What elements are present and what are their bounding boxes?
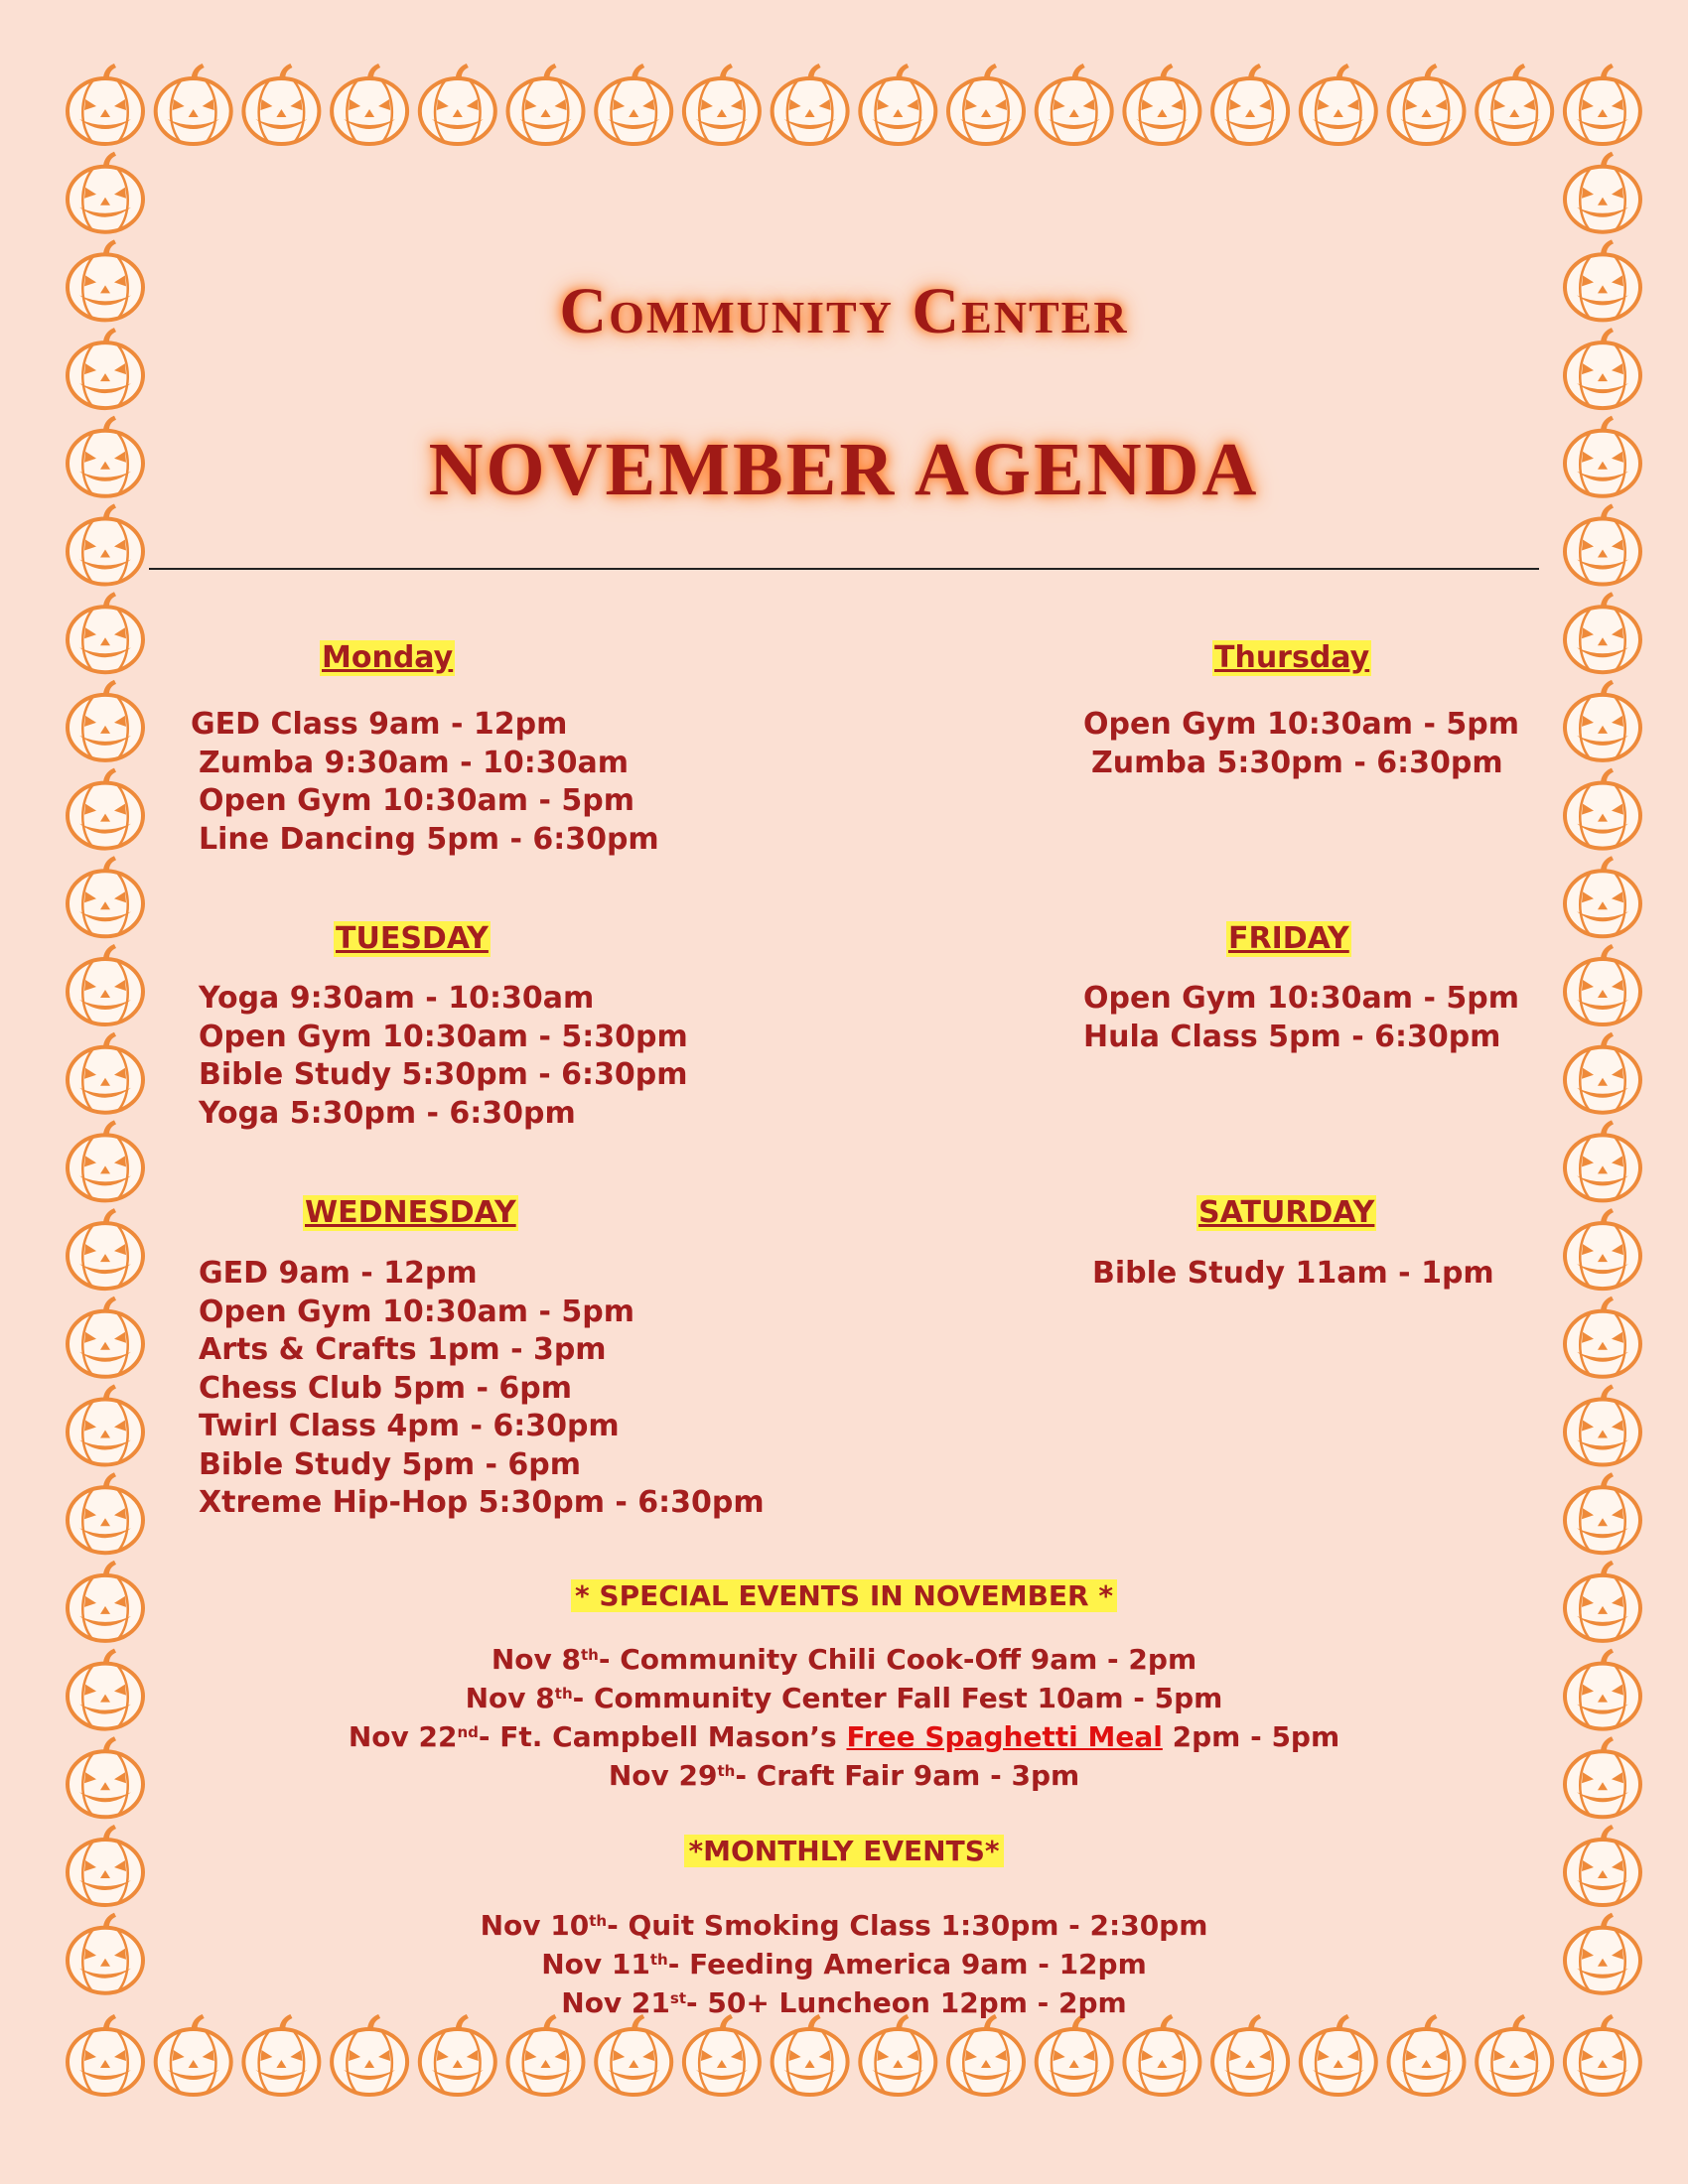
- jack-o-lantern-icon: [68, 856, 143, 936]
- special-events-heading: [0, 1578, 1688, 1613]
- jack-o-lantern-icon: [1389, 64, 1465, 144]
- jack-o-lantern-icon: [1565, 1208, 1640, 1289]
- jack-o-lantern-icon: [684, 64, 760, 144]
- saturday-schedule: [1092, 1255, 1494, 1294]
- divider: [149, 568, 1539, 570]
- schedule-item: Yoga 5:30pm - 6:30pm: [199, 1095, 576, 1131]
- jack-o-lantern-icon: [1565, 504, 1640, 585]
- jack-o-lantern-icon: [948, 2014, 1024, 2095]
- jack-o-lantern-icon: [1565, 2014, 1640, 2095]
- jack-o-lantern-icon: [948, 64, 1024, 144]
- schedule-item: Open Gym 10:30am - 5pm: [1083, 981, 1519, 1016]
- jack-o-lantern-icon: [1565, 64, 1640, 144]
- schedule-item: Open Gym 10:30am - 5pm: [199, 1294, 634, 1329]
- day-heading-friday: FRIDAY: [1228, 921, 1349, 956]
- jack-o-lantern-icon: [68, 1208, 143, 1289]
- day-heading-monday: Monday: [322, 640, 454, 675]
- event-item: Nov 29th- Craft Fair 9am - 3pm: [608, 1759, 1080, 1792]
- jack-o-lantern-icon: [68, 1297, 143, 1377]
- event-item: Nov 8th- Community Center Fall Fest 10am - 5pm: [465, 1682, 1223, 1714]
- schedule-item: Hula Class 5pm - 6:30pm: [1083, 1019, 1501, 1054]
- jack-o-lantern-icon: [68, 944, 143, 1024]
- jack-o-lantern-icon: [1565, 1385, 1640, 1465]
- jack-o-lantern-icon: [1565, 768, 1640, 849]
- jack-o-lantern-icon: [68, 1472, 143, 1553]
- jack-o-lantern-icon: [243, 2014, 319, 2095]
- schedule-item: Yoga 9:30am - 10:30am: [199, 981, 595, 1016]
- monthly-events-heading-text: *MONTHLY EVENTS*: [684, 1835, 1003, 1867]
- schedule-item: Bible Study 5pm - 6pm: [199, 1446, 582, 1482]
- jack-o-lantern-icon: [1565, 680, 1640, 760]
- day-heading-saturday: SATURDAY: [1198, 1195, 1375, 1230]
- event-item: Nov 22nd- Ft. Campbell Mason’s Free Spaghetti Meal 2pm - 5pm: [348, 1720, 1340, 1753]
- jack-o-lantern-icon: [596, 2014, 671, 2095]
- jack-o-lantern-icon: [596, 64, 671, 144]
- schedule-item: Line Dancing 5pm - 6:30pm: [199, 821, 659, 857]
- schedule-item: Open Gym 10:30am - 5pm: [199, 783, 634, 818]
- day-heading-tuesday: TUESDAY: [336, 921, 489, 956]
- jack-o-lantern-icon: [1301, 2014, 1376, 2095]
- jack-o-lantern-icon: [1301, 64, 1376, 144]
- schedule-item: Xtreme Hip-Hop 5:30pm - 6:30pm: [199, 1485, 765, 1520]
- page-subtitle: NOVEMBER AGENDA: [428, 428, 1260, 511]
- friday-schedule: [1083, 980, 1519, 1056]
- schedule-item: Zumba 5:30pm - 6:30pm: [1091, 745, 1503, 780]
- jack-o-lantern-icon: [68, 64, 143, 144]
- jack-o-lantern-icon: [1565, 944, 1640, 1024]
- jack-o-lantern-icon: [1477, 2014, 1552, 2095]
- jack-o-lantern-icon: [1389, 2014, 1465, 2095]
- jack-o-lantern-icon: [243, 64, 319, 144]
- jack-o-lantern-icon: [508, 2014, 584, 2095]
- jack-o-lantern-icon: [332, 2014, 407, 2095]
- jack-o-lantern-icon: [156, 64, 231, 144]
- event-item: Nov 8th- Community Chili Cook-Off 9am - 2pm: [491, 1643, 1197, 1676]
- schedule-item: Chess Club 5pm - 6pm: [199, 1370, 573, 1406]
- schedule-item: Bible Study 11am - 1pm: [1092, 1256, 1494, 1291]
- jack-o-lantern-icon: [1565, 1472, 1640, 1553]
- monthly-events-heading: [0, 1834, 1688, 1868]
- page-title: Community Center: [559, 275, 1129, 347]
- event-item: Nov 21st- 50+ Luncheon 12pm - 2pm: [561, 1986, 1127, 2019]
- schedule-item: Bible Study 5:30pm - 6:30pm: [199, 1057, 688, 1092]
- jack-o-lantern-icon: [68, 680, 143, 760]
- jack-o-lantern-icon: [1124, 64, 1199, 144]
- monday-schedule: [191, 706, 659, 859]
- jack-o-lantern-icon: [1565, 1120, 1640, 1200]
- jack-o-lantern-icon: [1477, 64, 1552, 144]
- special-events-heading-text: * SPECIAL EVENTS IN NOVEMBER *: [571, 1579, 1117, 1612]
- jack-o-lantern-icon: [773, 64, 848, 144]
- jack-o-lantern-icon: [420, 2014, 495, 2095]
- wednesday-schedule: [199, 1255, 765, 1523]
- jack-o-lantern-icon: [420, 64, 495, 144]
- schedule-item: Zumba 9:30am - 10:30am: [199, 745, 629, 780]
- jack-o-lantern-icon: [773, 2014, 848, 2095]
- schedule-item: Open Gym 10:30am - 5:30pm: [199, 1019, 688, 1054]
- jack-o-lantern-icon: [860, 2014, 935, 2095]
- jack-o-lantern-icon: [1565, 1297, 1640, 1377]
- tuesday-schedule: [199, 980, 688, 1133]
- jack-o-lantern-icon: [860, 64, 935, 144]
- jack-o-lantern-icon: [1037, 2014, 1112, 2095]
- schedule-item: GED Class 9am - 12pm: [191, 707, 568, 742]
- schedule-item: Arts & Crafts 1pm - 3pm: [199, 1332, 607, 1367]
- jack-o-lantern-icon: [68, 1032, 143, 1113]
- jack-o-lantern-icon: [1565, 152, 1640, 232]
- jack-o-lantern-icon: [332, 64, 407, 144]
- jack-o-lantern-icon: [68, 152, 143, 232]
- schedule-item: Open Gym 10:30am - 5pm: [1083, 707, 1519, 742]
- schedule-item: Twirl Class 4pm - 6:30pm: [199, 1409, 620, 1443]
- jack-o-lantern-icon: [68, 504, 143, 585]
- monthly-events-list: [0, 1904, 1688, 2020]
- day-heading-wednesday: WEDNESDAY: [305, 1195, 516, 1230]
- jack-o-lantern-icon: [1037, 64, 1112, 144]
- event-item: Nov 11th- Feeding America 9am - 12pm: [541, 1948, 1147, 1980]
- jack-o-lantern-icon: [1565, 592, 1640, 672]
- schedule-item: GED 9am - 12pm: [199, 1256, 478, 1291]
- jack-o-lantern-icon: [68, 1120, 143, 1200]
- jack-o-lantern-icon: [68, 2014, 143, 2095]
- jack-o-lantern-icon: [508, 64, 584, 144]
- jack-o-lantern-icon: [1565, 856, 1640, 936]
- jack-o-lantern-icon: [1212, 2014, 1288, 2095]
- jack-o-lantern-icon: [156, 2014, 231, 2095]
- free-spaghetti-meal-link[interactable]: Free Spaghetti Meal: [846, 1720, 1163, 1753]
- jack-o-lantern-icon: [684, 2014, 760, 2095]
- jack-o-lantern-icon: [1124, 2014, 1199, 2095]
- event-item: Nov 10th- Quit Smoking Class 1:30pm - 2:30pm: [480, 1909, 1208, 1942]
- special-events-list: [0, 1638, 1688, 1793]
- day-heading-thursday: Thursday: [1214, 640, 1370, 675]
- jack-o-lantern-icon: [68, 592, 143, 672]
- jack-o-lantern-icon: [1212, 64, 1288, 144]
- jack-o-lantern-icon: [68, 768, 143, 849]
- thursday-schedule: [1083, 706, 1519, 782]
- jack-o-lantern-icon: [1565, 1032, 1640, 1113]
- jack-o-lantern-icon: [68, 1385, 143, 1465]
